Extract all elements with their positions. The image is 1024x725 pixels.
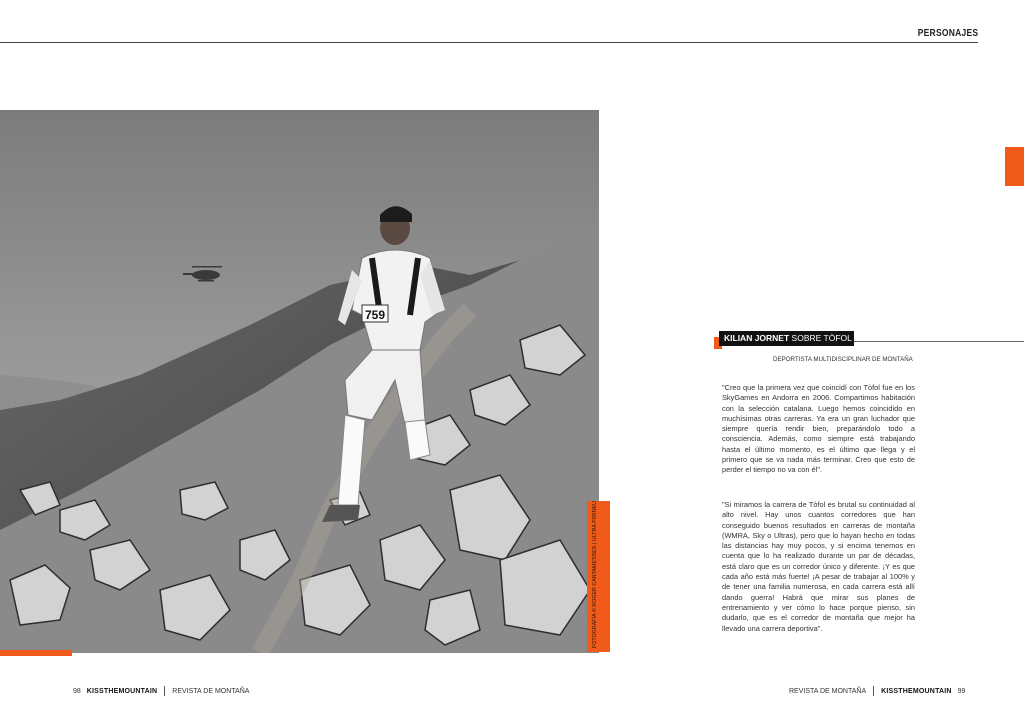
footer-left	[73, 686, 249, 696]
top-rule	[0, 42, 978, 43]
author-role: DEPORTISTA MULTIDISCIPLINAR DE MONTAÑA	[773, 356, 913, 363]
page-number: 98	[73, 687, 81, 695]
brand-name: KISSTHEMOUNTAIN	[881, 687, 952, 695]
quote-topic: SOBRE TÒFOL	[791, 333, 852, 343]
photo-credit: FOTOGRAFÍA © ROGER CANTAMESSES | ULTRA PIRINEU	[592, 501, 598, 648]
quote-paragraph: "Si miramos la carrera de Tòfol es brutal su continuidad al alto nivel. Hay unos cuantos corredores que han conseguido buenos resultados en carreras de montaña (WMRA, Sky o Ultras), pero que lo hayan hecho en todas las distancias hay muy pocos, y si encima tenemos en cuenta que lo ha realizado durante un par de décadas, está claro que es un corredor único y diferente. ¡Y es que cada año está más fuerte! ¡A pesar de trabajar al 100% y de tener una familia numerosa, en cada carrera está allí dando guerra! Habrá que mirar sus planes de entrenamiento y ver cómo lo hace porque pienso, sin dudarlo, que es el corredor de montaña que mejor ha llevado una carrera deportiva".	[722, 500, 915, 633]
footer-separator	[164, 686, 165, 696]
page-edge-tab	[1005, 147, 1024, 186]
bib-number: 759	[365, 308, 386, 322]
section-label: PERSONAJES	[917, 28, 978, 39]
footer-separator	[873, 686, 874, 696]
footer-tagline: REVISTA DE MONTAÑA	[789, 687, 867, 695]
footer-tagline: REVISTA DE MONTAÑA	[172, 687, 250, 695]
footer-right	[789, 686, 965, 696]
photo-credit-bar	[587, 501, 610, 652]
page-number: 99	[957, 687, 966, 695]
trail-runner-photo	[0, 110, 599, 653]
photo-accent-bar	[0, 650, 72, 656]
quote-author: KILIAN JORNET	[724, 333, 790, 343]
quote-header-rule	[854, 341, 1024, 342]
brand-name: KISSTHEMOUNTAIN	[86, 687, 158, 695]
quote-header	[724, 333, 852, 343]
quote-paragraph: "Creo que la primera vez que coincidí con Tòfol fue en los SkyGames en Andorra en 2006. Compartimos habitación con la selección catalana. Luego hemos coincidido en muchísimas otras carreras. Ya era un gran luchador que siempre quería rendir bien, preparándolo todo a consciencia. Además, como siempre está trabajando hasta el último momento, es el último que llega y el primero que se va nada más terminar. Creo que esto de perder el tiempo no va con él".	[722, 383, 915, 475]
